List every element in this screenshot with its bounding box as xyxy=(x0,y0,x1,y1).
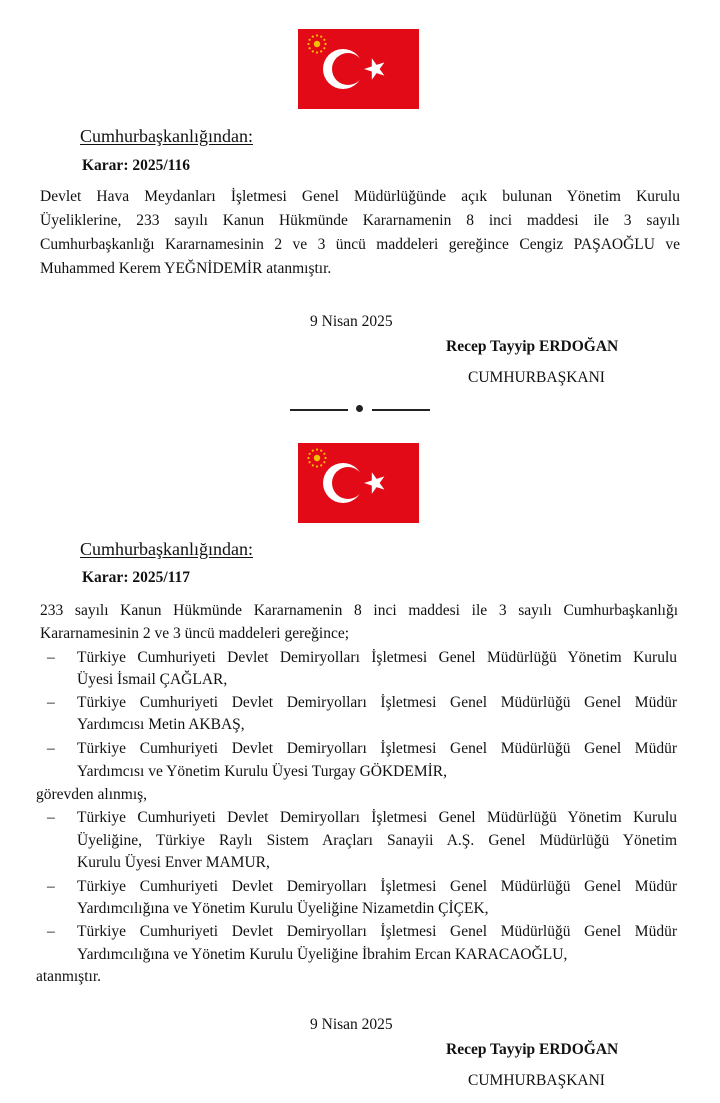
list-item-line: Türkiye Cumhuriyeti Devlet Demiryolları İşletmesi Genel Müdürlüğü Genel Müdür xyxy=(77,740,677,757)
list-item-line: Yardımcısı ve Yönetim Kurulu Üyesi Turgay GÖKDEMİR, xyxy=(77,763,447,780)
list-bullet: – xyxy=(47,878,55,895)
signer-title: CUMHURBAŞKANI xyxy=(468,1072,605,1089)
dismissed-label: görevden alınmış, xyxy=(36,786,148,803)
list-item-line: Türkiye Cumhuriyeti Devlet Demiryolları İşletmesi Genel Müdürlüğü Genel Müdür xyxy=(77,878,677,895)
appointed-label: atanmıştır. xyxy=(36,968,102,985)
signer-name: Recep Tayyip ERDOĞAN xyxy=(446,338,619,355)
list-item-line: Üyesi İsmail ÇAĞLAR, xyxy=(77,671,228,688)
list-bullet: – xyxy=(47,809,55,826)
list-item-line: Türkiye Cumhuriyeti Devlet Demiryolları İşletmesi Genel Müdürlüğü Yönetim Kurulu xyxy=(77,649,677,666)
list-item-line: Üyeliğine, Türkiye Raylı Sistem Araçları Sanayii A.Ş. Genel Müdürlüğü Yönetim xyxy=(77,832,677,849)
section-separator-icon xyxy=(290,402,430,416)
issuer-heading: Cumhurbaşkanlığından: xyxy=(80,126,253,146)
presidential-seal-icon xyxy=(306,447,328,469)
decree-number: Karar: 2025/116 xyxy=(82,157,191,174)
list-item-line: Türkiye Cumhuriyeti Devlet Demiryolları İşletmesi Genel Müdürlüğü Yönetim Kurulu xyxy=(77,809,677,826)
list-item-line: Türkiye Cumhuriyeti Devlet Demiryolları İşletmesi Genel Müdürlüğü Genel Müdür xyxy=(77,694,677,711)
issuer-heading: Cumhurbaşkanlığından: xyxy=(80,539,253,559)
list-item-line: Kurulu Üyesi Enver MAMUR, xyxy=(77,854,270,871)
list-bullet: – xyxy=(47,740,55,757)
list-bullet: – xyxy=(47,694,55,711)
list-item-line: Yardımcılığına ve Yönetim Kurulu Üyeliğine Nizametdin ÇİÇEK, xyxy=(77,900,489,917)
decree-date: 9 Nisan 2025 xyxy=(310,1016,393,1033)
signer-name: Recep Tayyip ERDOĞAN xyxy=(446,1041,619,1058)
signer-title: CUMHURBAŞKANI xyxy=(468,369,605,386)
list-item-line: Yardımcısı Metin AKBAŞ, xyxy=(77,716,245,733)
intro-line: Kararnamesinin 2 ve 3 üncü maddeleri gereğince; xyxy=(40,625,350,642)
body-line: Devlet Hava Meydanları İşletmesi Genel Müdürlüğünde açık bulunan Yönetim Kurulu xyxy=(40,188,680,205)
body-line: Muhammed Kerem YEĞNİDEMİR atanmıştır. xyxy=(40,260,332,277)
turkish-flag-icon xyxy=(298,443,419,523)
list-bullet: – xyxy=(47,649,55,666)
turkish-flag-icon xyxy=(298,29,419,109)
list-item-line: Türkiye Cumhuriyeti Devlet Demiryolları İşletmesi Genel Müdürlüğü Genel Müdür xyxy=(77,923,677,940)
list-item-line: Yardımcılığına ve Yönetim Kurulu Üyeliğine İbrahim Ercan KARACAOĞLU, xyxy=(77,946,568,963)
presidential-seal-icon xyxy=(306,33,328,55)
intro-line: 233 sayılı Kanun Hükmünde Kararnamenin 8 inci maddesi ile 3 sayılı Cumhurbaşkanlığı xyxy=(40,602,678,619)
decree-date: 9 Nisan 2025 xyxy=(310,313,393,330)
body-line: Üyeliklerine, 233 sayılı Kanun Hükmünde Kararnamenin 8 inci maddesi ile 3 sayılı xyxy=(40,212,680,229)
decree-number: Karar: 2025/117 xyxy=(82,569,191,586)
list-bullet: – xyxy=(47,923,55,940)
body-line: Cumhurbaşkanlığı Kararnamesinin 2 ve 3 üncü maddeleri gereğince Cengiz PAŞAOĞLU ve xyxy=(40,236,680,253)
